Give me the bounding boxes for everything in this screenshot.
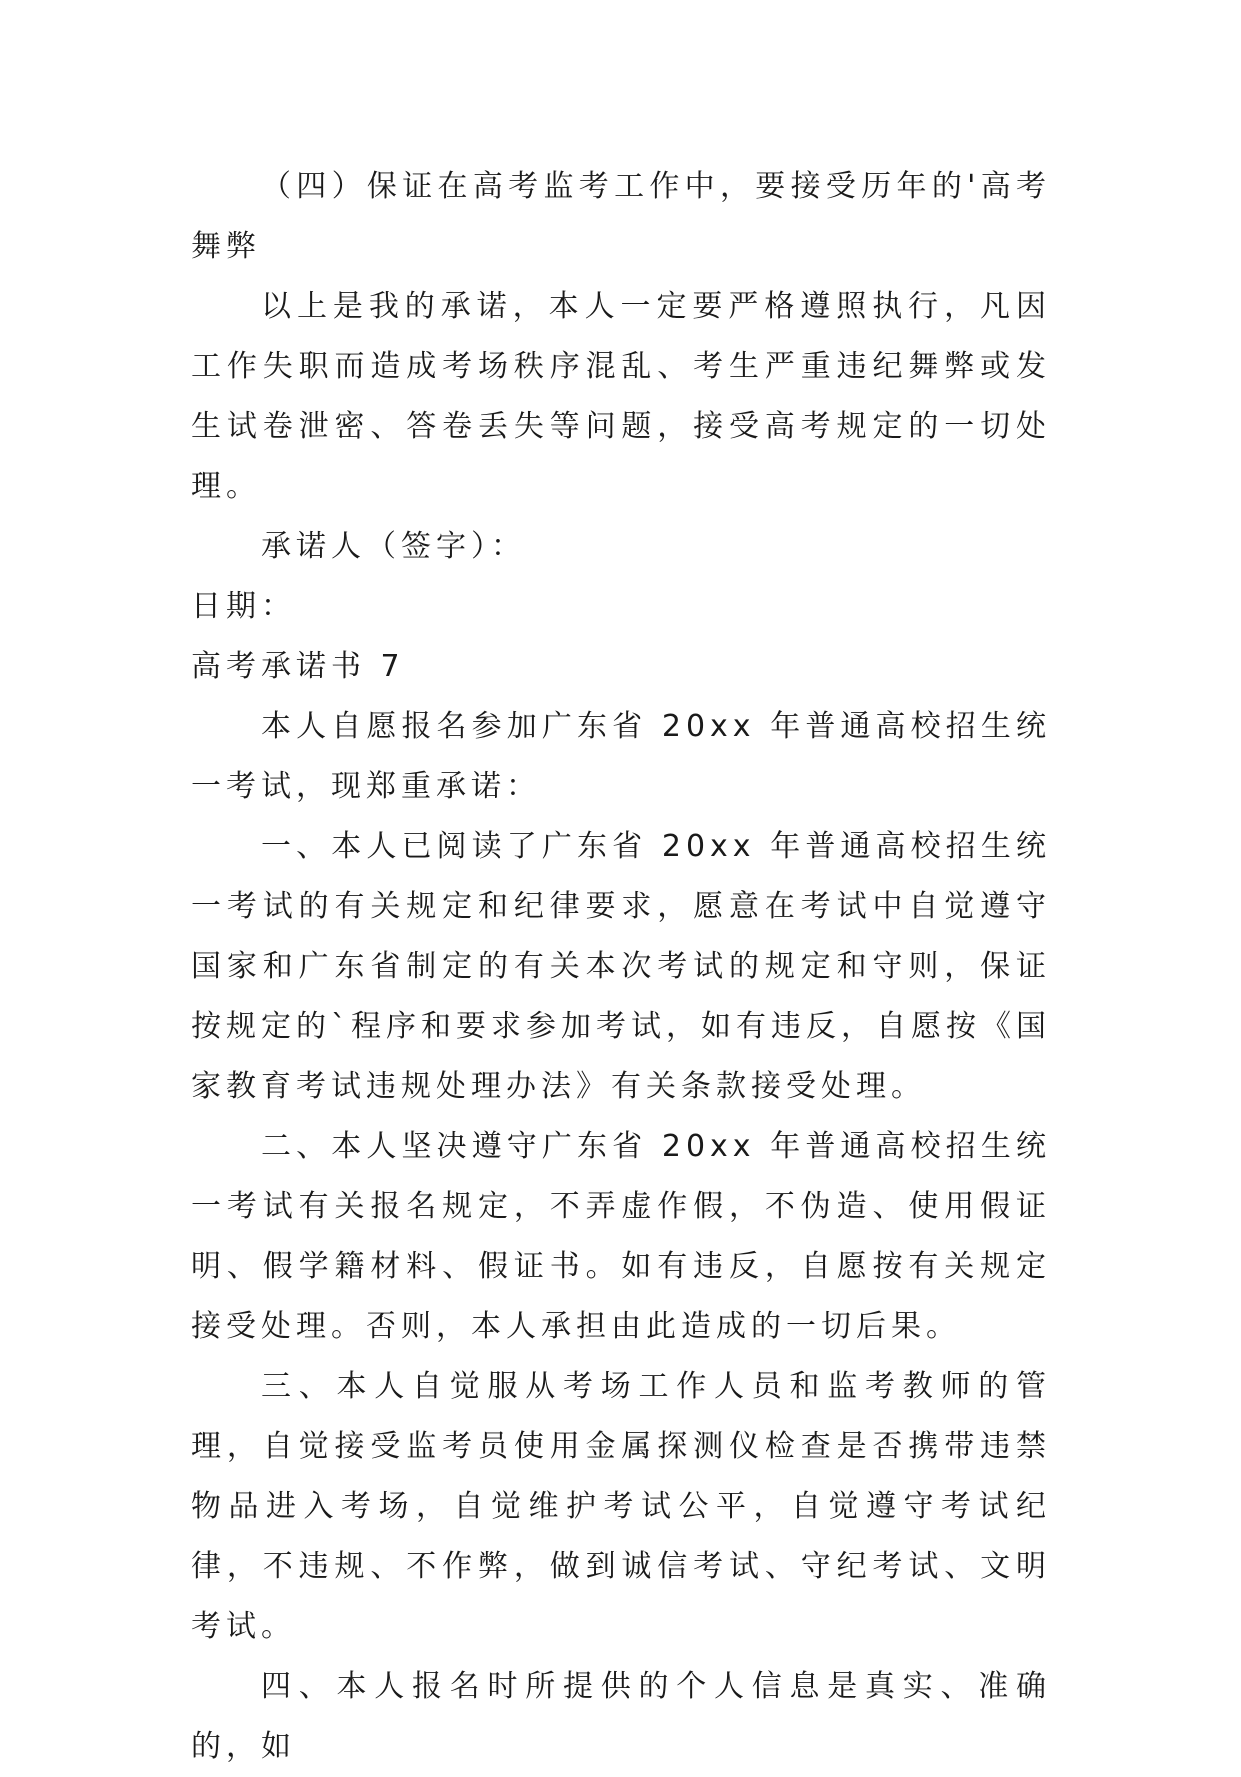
paragraph-item-3: 三、本人自觉服从考场工作人员和监考教师的管理，自觉接受监考员使用金属探测仪检查是否携带违禁物品进入考场，自觉维护考试公平，自觉遵守考试纪律，不违规、不作弊，做到诚信考试、守纪考试、文明考试。: [191, 1369, 1051, 1644]
section-heading: 高考承诺书 7: [191, 649, 405, 684]
signature-line: 承诺人（签字）：: [261, 529, 526, 564]
paragraph-invigilation-pledge-item-4: （四）保证在高考监考工作中，要接受历年的'高考舞弊: [191, 169, 1051, 264]
paragraph-item-2: 二、本人坚决遵守广东省 20xx 年普通高校招生统一考试有关报名规定，不弄虚作假，不伪造、使用假证明、假学籍材料、假证书。如有违反，自愿按有关规定接受处理。否则，本人承担由此造成的一切后果。: [191, 1129, 1051, 1344]
document-body: [191, 157, 1051, 1777]
paragraph-item-4: 四、本人报名时所提供的个人信息是真实、准确的，如: [191, 1669, 1051, 1764]
paragraph-intro: 本人自愿报名参加广东省 20xx 年普通高校招生统一考试，现郑重承诺：: [191, 709, 1051, 804]
date-line: 日期：: [191, 589, 296, 624]
paragraph-pledge-conclusion: 以上是我的承诺，本人一定要严格遵照执行，凡因工作失职而造成考场秩序混乱、考生严重违纪舞弊或发生试卷泄密、答卷丢失等问题，接受高考规定的一切处理。: [191, 289, 1051, 504]
paragraph-item-1: 一、本人已阅读了广东省 20xx 年普通高校招生统一考试的有关规定和纪律要求，愿意在考试中自觉遵守国家和广东省制定的有关本次考试的规定和守则，保证按规定的`程序和要求参加考试，如有违反，自愿按《国家教育考试违规处理办法》有关条款接受处理。: [191, 829, 1051, 1104]
